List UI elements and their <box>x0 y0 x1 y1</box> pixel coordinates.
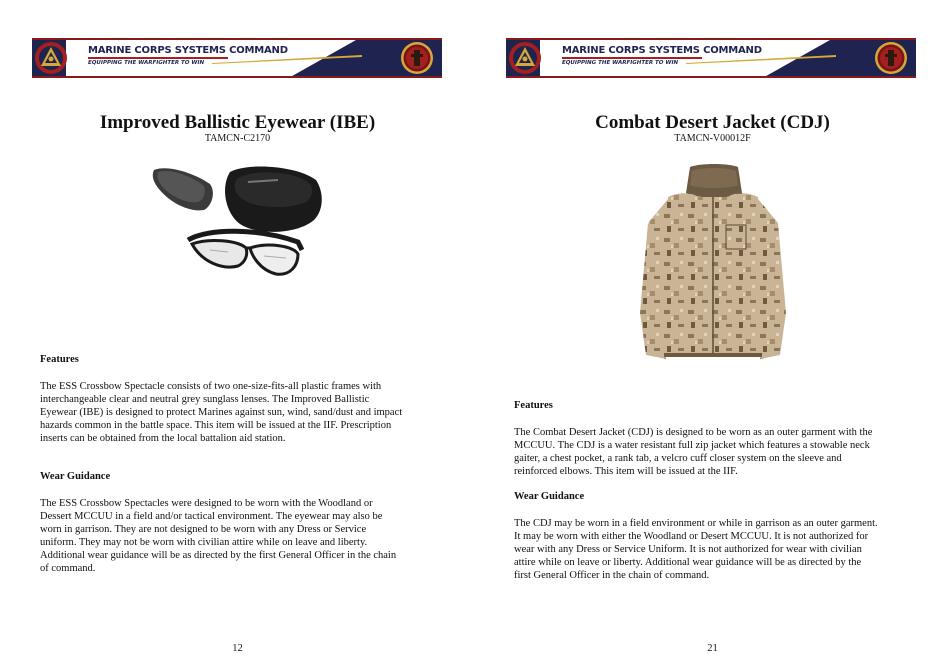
banner-motto: EQUIPPING THE WARFIGHTER TO WIN <box>88 60 205 66</box>
page-number: 21 <box>707 643 718 654</box>
mcsc-emblem-icon <box>34 41 68 75</box>
banner-title: MARINE CORPS SYSTEMS COMMAND <box>88 45 288 56</box>
mcsc-banner <box>506 38 916 78</box>
banner-red-stripe <box>562 57 702 59</box>
page-title: Combat Desert Jacket (CDJ) <box>595 112 830 133</box>
features-text: The ESS Crossbow Spectacle consists of two one-size-fits-all plastic frames with interchangeable clear and neutral grey sunglass lenses. The Improved Ballistic Eyewear (IBE) is designed to protect Marines against sun, wind, sand/dust and impact hazards common in the battle space. This item will be issued at the IIF. Prescription inserts can be obtained from the local battalion aid station. <box>40 381 403 444</box>
tamcn-code: TAMCN-V00012F <box>674 133 751 144</box>
banner-motto: EQUIPPING THE WARFIGHTER TO WIN <box>562 60 679 66</box>
page-title: Improved Ballistic Eyewear (IBE) <box>99 112 376 133</box>
banner-swoosh-icon <box>212 54 362 64</box>
mcsc-banner <box>32 38 442 78</box>
usmc-seal-icon <box>874 41 908 75</box>
page-number: 12 <box>232 643 243 654</box>
banner-swoosh-icon <box>686 54 836 64</box>
tamcn-code: TAMCN-C2170 <box>204 133 271 144</box>
wear-guidance-text: The ESS Crossbow Spectacles were designed to be worn with the Woodland or Dessert MCCUU in a field and/or tactical environment. The eyewear may also be worn in garrison. They are not designed to be worn with any Dress or Service uniform. They may not be worn with civilian attire while on leave and liberty. Additional wear guidance will be as directed by the first General Officer in the chain of command. <box>40 498 397 574</box>
features-heading: Features <box>514 400 553 411</box>
page-right <box>475 0 950 672</box>
usmc-seal-icon <box>400 41 434 75</box>
wear-guidance-heading: Wear Guidance <box>514 491 585 502</box>
jacket-photo <box>638 163 788 368</box>
wear-guidance-heading: Wear Guidance <box>40 471 111 482</box>
banner-title: MARINE CORPS SYSTEMS COMMAND <box>562 45 762 56</box>
wear-guidance-text: The CDJ may be worn in a field environment or while in garrison as an outer garment. It may be worn with either the Woodland or Desert MCCUU. It is not authorized for wear with any Dress or Service Uniform. It is not authorized for wear with civilian attire while on leave or liberty. Additional wear guidance will be as directed by the first General Officer in the chain of command. <box>514 518 878 581</box>
banner-red-stripe <box>88 57 228 59</box>
eyewear-photo <box>148 158 328 298</box>
features-heading: Features <box>40 354 79 365</box>
mcsc-emblem-icon <box>508 41 542 75</box>
features-text: The Combat Desert Jacket (CDJ) is designed to be worn as an outer garment with the MCCUU. The CDJ is a water resistant full zip jacket which features a stowable neck gaiter, a chest pocket, a rank tab, a velcro cuff closer system on the sleeve and reinforced elbows. This item will be issued at the IIF. <box>514 427 873 477</box>
